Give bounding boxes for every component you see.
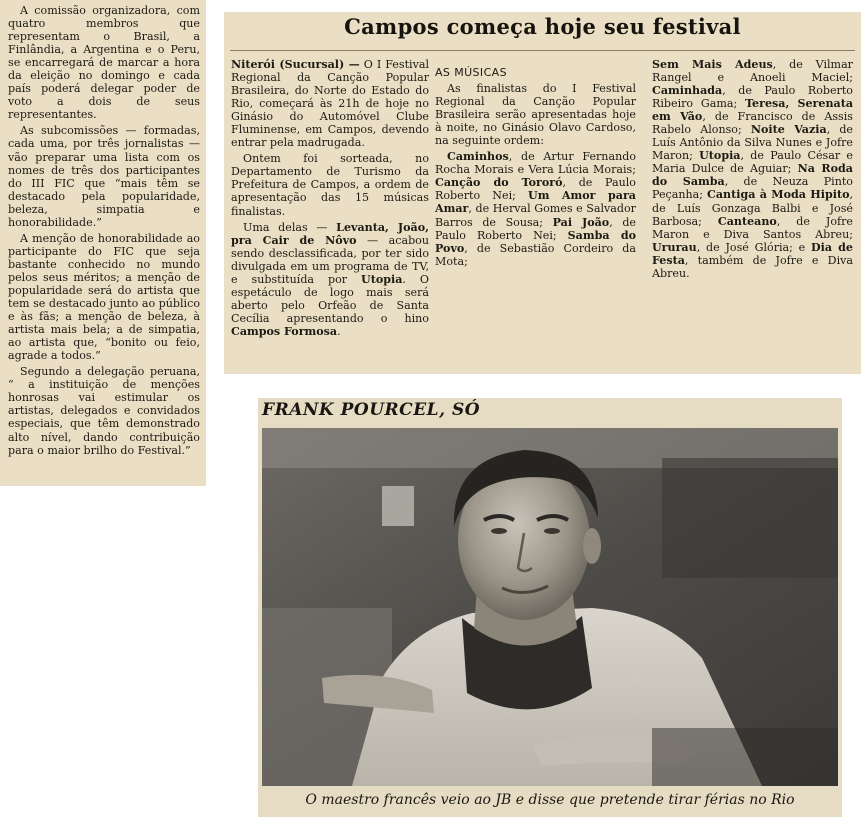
song-authors: , de Francisco de Assis Rabelo Alonso; bbox=[652, 110, 853, 137]
left-paragraph: Segundo a delegação peruana, “ a instituição de menções honrosas vai estimular os artistas, delegados e convidados especiais, que têm demonstrado alto nível, dando contribuição para o maior brilho do Festival.” bbox=[8, 365, 200, 457]
song-authors: , de Paulo Roberto Ribeiro Gama; bbox=[652, 84, 853, 111]
article-paragraph-3 bbox=[231, 221, 429, 338]
song-title: Campos Formosa bbox=[231, 324, 338, 338]
paragraph-text: . O espetáculo de logo mais será aberto pelo Orfeão de Santa Cecília apresentando o hino bbox=[231, 272, 429, 325]
song-list bbox=[435, 150, 636, 267]
article-headline: Campos começa hoje seu festival bbox=[344, 14, 741, 39]
left-paragraph: A comissão organizadora, com quatro membros que representam o Brasil, a Finlândia, a Argentina e o Peru, se encarregará de marcar a hora da eleição no domingo e cada país poderá delegar poder de voto a dois de seus representantes. bbox=[8, 4, 200, 122]
article-column-2 bbox=[435, 58, 636, 271]
song-authors: , de Luís Antônio da Silva Nunes e Jofre Maron; bbox=[652, 123, 853, 163]
paragraph-text: — acabou sendo desclassificada, por ter sido divulgada em um programa de TV, e substituída por bbox=[231, 233, 430, 286]
left-clipping bbox=[0, 0, 206, 486]
article-column-1 bbox=[231, 58, 429, 341]
paragraph-text: . bbox=[337, 324, 341, 338]
article-paragraph-4: As finalistas do I Festival Regional da Canção Popular Brasileira serão apresentadas hoje à noite, no Ginásio Olavo Cardoso, na seguinte ordem: bbox=[435, 82, 636, 148]
song-title: Samba do Povo bbox=[435, 228, 636, 255]
portrait-illustration bbox=[262, 428, 838, 786]
photo-clipping bbox=[258, 398, 842, 817]
song-title: Utopia bbox=[361, 272, 403, 286]
left-clipping-text bbox=[8, 4, 200, 457]
song-authors: , também de Jofre e Diva Abreu. bbox=[652, 253, 853, 280]
song-title: Utopia bbox=[699, 149, 741, 163]
song-authors: , de Paulo César e Maria Dulce de Aguiar; bbox=[652, 149, 853, 176]
song-authors: , de Vilmar Rangel e Anoeli Maciel; bbox=[652, 58, 853, 85]
dateline: Niterói (Sucursal) — bbox=[231, 58, 360, 71]
song-title: Noite Vazia bbox=[750, 123, 827, 137]
song-authors: , de Paulo Roberto Nei; bbox=[435, 176, 636, 203]
song-authors: , de Sebastião Cordeiro da Mota; bbox=[435, 241, 636, 268]
song-title: Caminhos bbox=[447, 150, 509, 164]
song-authors: , de Herval Gomes e Salvador Barros de Sousa; bbox=[435, 202, 636, 229]
headline-divider bbox=[230, 50, 855, 51]
left-paragraph: As subcomissões — formadas, cada uma, por três jornalistas — vão preparar uma lista com os nomes de três dos participantes do III FIC que “mais têm se destacado pela popularidade, beleza, simpatia e honorabilidade.” bbox=[8, 124, 200, 229]
photo-caption: O maestro francês veio ao JB e disse que pretende tirar férias no Rio bbox=[305, 792, 795, 808]
song-title: Canção do Tororó bbox=[435, 176, 563, 190]
song-title: Na Roda do Samba bbox=[652, 162, 853, 189]
song-title: Pai João bbox=[552, 215, 610, 229]
song-title: Cantiga à Moda Hipito bbox=[707, 188, 850, 202]
paragraph-text: O I Festival Regional da Canção Popular Brasileira, do Norte do Estado do Rio, começará às 21h de hoje no Ginásio do Automóvel Clube Fluminense, em Campos, devendo entrar pela madrugada. bbox=[231, 58, 429, 150]
song-authors: , de Luís Gonzaga Balbi e José Barbosa; bbox=[652, 188, 853, 228]
paragraph-text: Uma delas — bbox=[243, 220, 337, 234]
song-title: Um Amor para Amar bbox=[435, 189, 636, 216]
song-title: Levanta, João, pra Cair de Nôvo bbox=[231, 220, 429, 247]
left-paragraph: A menção de honorabilidade ao participante do FIC que seja bastante conhecido no mundo pelos seus méritos; a menção de popularidade será do artista que tem se destacado junto ao público e às fãs; a menção de beleza, à artista mais bela; a de simpatia, ao artista que, “bonito ou feio, agrade a todos.” bbox=[8, 231, 200, 363]
section-subhead: AS MÚSICAS bbox=[435, 66, 507, 79]
portrait-photo bbox=[262, 428, 838, 786]
song-authors: , de Paulo Roberto Nei; bbox=[435, 215, 636, 242]
song-title: Sem Mais Adeus bbox=[652, 58, 773, 71]
song-title: Teresa, Serenata em Vão bbox=[652, 97, 854, 124]
song-authors: , de Artur Fernando Rocha Morais e Vera Lúcia Morais; bbox=[435, 150, 636, 177]
song-authors: , de Jofre Maron e Diva Santos Abreu; bbox=[652, 214, 853, 241]
song-title: Caminhada bbox=[652, 84, 723, 98]
song-authors: , de José Glória; e bbox=[696, 240, 812, 254]
article-paragraph-1 bbox=[231, 58, 429, 149]
article-paragraph-2: Ontem foi sorteada, no Departamento de Turismo da Prefeitura de Campos, a ordem de apresentação das 15 músicas finalistas. bbox=[231, 152, 429, 218]
article-column-3 bbox=[652, 58, 853, 283]
song-title: Ururau bbox=[652, 240, 697, 254]
article-clipping bbox=[224, 12, 861, 374]
song-list-continued bbox=[652, 58, 853, 280]
photo-title: FRANK POURCEL, SÓ bbox=[262, 400, 481, 420]
song-title: Canteano bbox=[717, 214, 777, 228]
song-authors: , de Neuza Pinto Peçanha; bbox=[652, 175, 853, 202]
song-title: Dia de Festa bbox=[652, 240, 853, 267]
